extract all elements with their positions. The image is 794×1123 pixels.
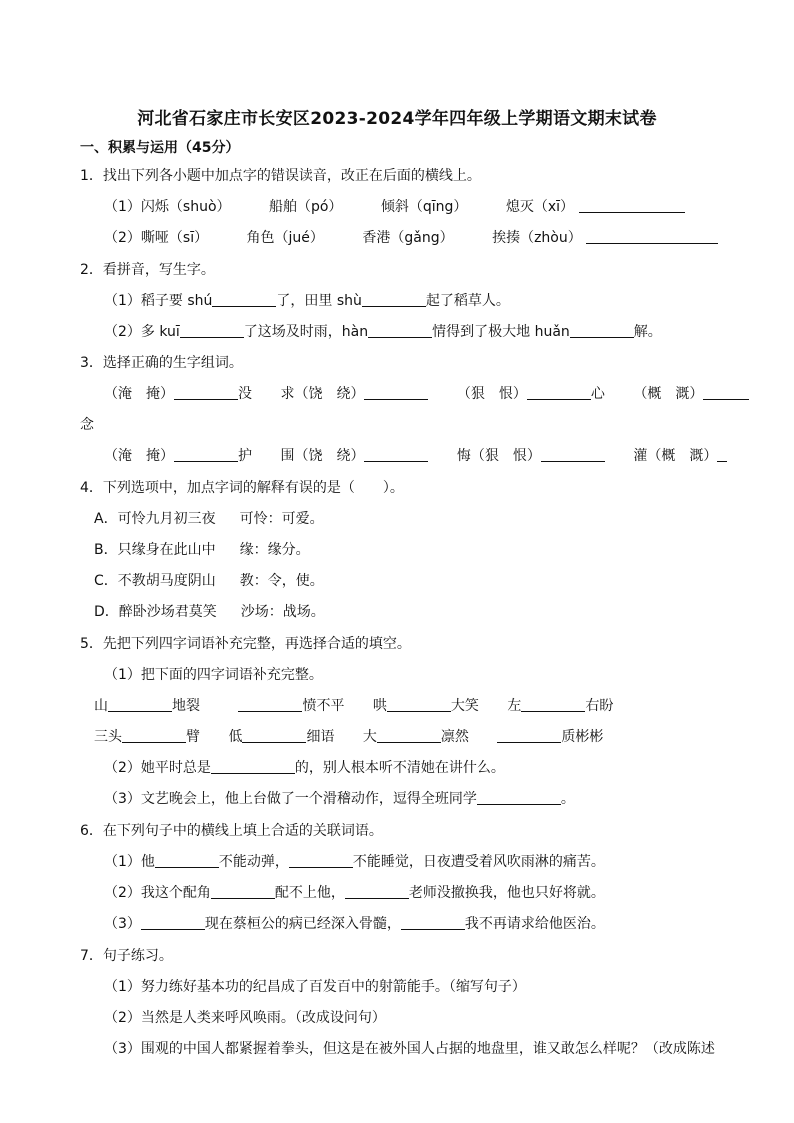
q3-stem: 3．选择正确的生字组词。 <box>80 355 243 371</box>
sentence-part: 配不上他， <box>274 885 345 901</box>
q3-r2-a: （淹 掩） <box>104 448 174 464</box>
word-part: 低 <box>228 729 243 745</box>
q7-line2: （2）当然是人类来呼风唤雨。（改成设问句） <box>104 1010 386 1026</box>
q5-words-row2 <box>94 727 603 747</box>
answer-blank[interactable] <box>174 447 238 462</box>
answer-blank[interactable] <box>387 697 451 712</box>
q1-r2-a: （2）嘶哑（sī） <box>104 230 209 246</box>
q6-line1 <box>104 852 605 872</box>
q1-row1 <box>104 197 685 217</box>
option-note: 可怜：可爱。 <box>239 511 324 527</box>
option-note: 缘：缘分。 <box>239 542 310 558</box>
q1-r2-d: 挨揍（zhòu） <box>492 230 582 246</box>
q5-sub3 <box>104 789 575 809</box>
answer-blank[interactable] <box>527 385 591 400</box>
q3-r2-e: 灌（概 溉） <box>633 448 718 464</box>
q3-r1-f: （概 溉） <box>633 386 704 402</box>
q6-stem: 6．在下列句子中的横线上填上合适的关联词语。 <box>80 823 383 839</box>
answer-blank[interactable] <box>174 385 238 400</box>
sentence-part: 现在蔡桓公的病已经深入骨髓， <box>204 916 401 932</box>
q1-r2-b: 角色（jué） <box>246 230 324 246</box>
q6-line3 <box>104 914 605 934</box>
sentence-part: 。 <box>560 791 575 807</box>
q3-r2-c: 围（饶 绕） <box>280 448 365 464</box>
q1-r1-b: 船舶（pó） <box>268 199 343 215</box>
answer-blank[interactable] <box>155 853 219 868</box>
answer-blank[interactable] <box>703 385 749 400</box>
option-text: B．只缘身在此山中 <box>94 542 216 558</box>
q3-r1-b: 没 <box>238 386 252 402</box>
answer-blank[interactable] <box>364 447 428 462</box>
option-note: 沙场：战场。 <box>240 604 325 620</box>
q7-line3: （3）围观的中国人都紧握着拳头，但这是在被外国人占据的地盘里，谁又敢怎么样呢？（改成陈述 <box>104 1041 715 1057</box>
word-part: 山 <box>94 698 108 714</box>
q5-words-row1 <box>94 696 613 716</box>
q1-stem: 1．找出下列各小题中加点字的错误读音，改正在后面的横线上。 <box>80 168 481 184</box>
answer-blank[interactable] <box>570 323 634 338</box>
q1-r1-a: （1）闪烁（shuò） <box>104 199 231 215</box>
sentence-part: （1）他 <box>104 854 155 870</box>
option-text: A．可怜九月初三夜 <box>94 511 216 527</box>
word-part: 左 <box>507 698 522 714</box>
answer-blank[interactable] <box>579 198 685 213</box>
answer-blank[interactable] <box>238 697 302 712</box>
word-part: 大笑 <box>450 698 479 714</box>
answer-blank[interactable] <box>122 728 186 743</box>
answer-blank[interactable] <box>401 915 465 930</box>
q4-option-a[interactable] <box>94 509 324 529</box>
word-part: 愤不平 <box>302 698 345 714</box>
q2-line2 <box>104 322 662 342</box>
answer-blank[interactable] <box>242 728 306 743</box>
q3-row1 <box>104 384 749 404</box>
answer-blank[interactable] <box>497 728 561 743</box>
answer-blank[interactable] <box>477 790 561 805</box>
word-part: 臂 <box>186 729 200 745</box>
q2-l2-c: 情得到了极大地 huǎn <box>432 324 570 340</box>
answer-blank[interactable] <box>717 447 727 462</box>
answer-blank[interactable] <box>212 292 276 307</box>
answer-blank[interactable] <box>345 884 409 899</box>
q4-option-d[interactable] <box>94 602 325 622</box>
q4-option-b[interactable] <box>94 540 310 560</box>
q4-option-c[interactable] <box>94 571 324 591</box>
q1-r2-c: 香港（gǎng） <box>362 230 454 246</box>
answer-blank[interactable] <box>362 292 426 307</box>
answer-blank[interactable] <box>521 697 585 712</box>
q3-r1-a: （淹 掩） <box>104 386 174 402</box>
q1-row2 <box>104 228 718 248</box>
section-heading: 一、积累与运用（45分） <box>80 140 240 156</box>
sentence-part: （2）我这个配角 <box>104 885 211 901</box>
word-part: 质彬彬 <box>561 729 604 745</box>
q3-r1-d: （狠 恨） <box>456 386 527 402</box>
sentence-part: （2）她平时总是 <box>104 760 211 776</box>
q2-l2-a: （2）多 kuī <box>104 324 180 340</box>
q5-sub2 <box>104 758 505 778</box>
sentence-part: 我不再请求给他医治。 <box>464 916 605 932</box>
answer-blank[interactable] <box>541 447 605 462</box>
q2-stem: 2．看拼音，写生字。 <box>80 262 215 278</box>
answer-blank[interactable] <box>377 728 441 743</box>
q1-r1-d: 熄灭（xī） <box>505 199 575 215</box>
sentence-part: （3）文艺晚会上，他上台做了一个滑稽动作，逗得全班同学 <box>104 791 477 807</box>
q5-sub1: （1）把下面的四字词语补充完整。 <box>104 667 323 683</box>
q2-l1-a: （1）稻子要 shú <box>104 293 213 309</box>
sentence-part: 老师没撤换我，他也只好将就。 <box>408 885 605 901</box>
answer-blank[interactable] <box>289 853 353 868</box>
word-part: 大 <box>362 729 377 745</box>
q3-r1-c: 求（饶 绕） <box>280 386 365 402</box>
q7-stem: 7．句子练习。 <box>80 948 173 964</box>
q6-line2 <box>104 883 605 903</box>
sentence-part: （3） <box>104 916 141 932</box>
sentence-part: 不能睡觉，日夜遭受着风吹雨淋的痛苦。 <box>352 854 605 870</box>
word-part: 地裂 <box>172 698 200 714</box>
answer-blank[interactable] <box>211 884 275 899</box>
q3-r2-d: 悔（狠 恨） <box>456 448 541 464</box>
word-part: 哄 <box>372 698 387 714</box>
sentence-part: 的，别人根本听不清她在讲什么。 <box>294 760 505 776</box>
q3-r2-b: 护 <box>238 448 252 464</box>
q2-l1-b: 了，田里 shù <box>276 293 362 309</box>
word-part: 三头 <box>94 729 122 745</box>
q2-l1-c: 起了稻草人。 <box>425 293 510 309</box>
option-text: D．醉卧沙场君莫笑 <box>94 604 217 620</box>
answer-blank[interactable] <box>586 229 718 244</box>
q3-row2 <box>104 446 727 466</box>
q5-stem: 5．先把下列四字词语补充完整，再选择合适的填空。 <box>80 636 411 652</box>
option-note: 教：令，使。 <box>239 573 324 589</box>
answer-blank[interactable] <box>211 759 295 774</box>
sentence-part: 不能动弹， <box>218 854 289 870</box>
answer-blank[interactable] <box>108 697 172 712</box>
answer-blank[interactable] <box>368 323 432 338</box>
option-text: C．不教胡马度阴山 <box>94 573 216 589</box>
q7-line1: （1）努力练好基本功的纪昌成了百发百中的射箭能手。（缩写句子） <box>104 979 526 995</box>
q2-l2-b: 了这场及时雨，hàn <box>243 324 369 340</box>
word-part: 凛然 <box>440 729 469 745</box>
answer-blank[interactable] <box>141 915 205 930</box>
answer-blank[interactable] <box>364 385 428 400</box>
q2-l2-d: 解。 <box>633 324 662 340</box>
word-part: 细语 <box>306 729 335 745</box>
word-part: 右盼 <box>585 698 614 714</box>
q3-r1-e: 心 <box>590 386 605 402</box>
q1-r1-c: 倾斜（qīng） <box>380 199 468 215</box>
q2-line1 <box>104 291 510 311</box>
page-title: 河北省石家庄市长安区2023-2024学年四年级上学期语文期末试卷 <box>137 109 657 129</box>
q3-row1-wrap: 念 <box>80 417 94 433</box>
q4-stem: 4．下列选项中，加点字词的解释有误的是（ ）。 <box>80 480 404 496</box>
answer-blank[interactable] <box>180 323 244 338</box>
